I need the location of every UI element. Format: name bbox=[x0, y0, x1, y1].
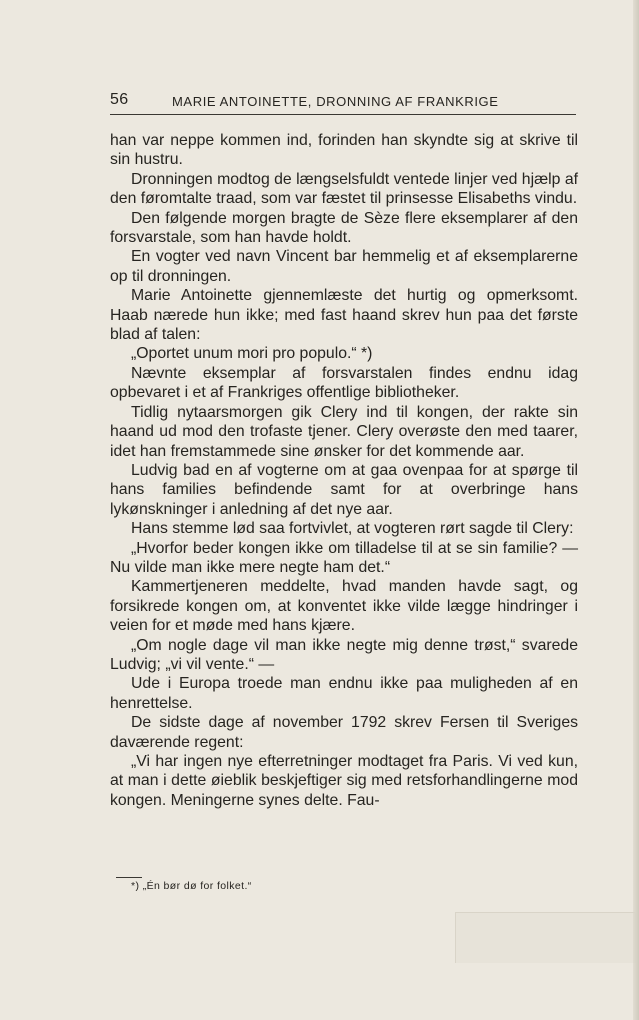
running-header bbox=[110, 90, 576, 115]
quoted-line: „Oportet unum mori pro populo.“ *) bbox=[131, 345, 373, 363]
page-edge bbox=[633, 0, 639, 1020]
quoted-line: „Om nogle dage vil man ikke negte mig denne trøst,“ svarede Ludvig; „vi vil vente.“ — bbox=[110, 636, 578, 673]
paragraph: Nævnte eksemplar af forsvarstalen findes endnu idag opbevaret i et af Frankriges offentlige bibliotheker. bbox=[110, 364, 578, 402]
running-title: MARIE ANTOINETTE, DRONNING AF FRANKRIGE bbox=[172, 94, 499, 109]
paragraph: En vogter ved navn Vincent bar hemmelig et af eksemplarerne op til dronningen. bbox=[110, 248, 578, 285]
paragraph: han var neppe kommen ind, forinden han skyndte sig at skrive til sin hustru. bbox=[110, 132, 578, 169]
paper-mark bbox=[455, 912, 636, 963]
paragraph: Kammertjeneren meddelte, hvad manden havde sagt, og forsikrede kongen om, at konventet ikke vilde lægge hindringer i veien for et møde med hans kjære. bbox=[110, 578, 578, 635]
paragraph: Marie Antoinette gjennemlæste det hurtig og opmerksomt. Haab nærede hun ikke; med fast haand skrev hun paa det første blad af talen: bbox=[110, 287, 578, 344]
paragraph: Den følgende morgen bragte de Sèze flere eksemplarer af den forsvarstale, som han havde holdt. bbox=[110, 209, 578, 247]
quoted-line: „Vi har ingen nye efterretninger modtaget fra Paris. Vi ved kun, at man i dette øieblik beskjeftiger sig med retsforhandlingerne mod kongen. Meningerne synes delte. Fau- bbox=[110, 753, 578, 809]
footnote-rule bbox=[116, 877, 142, 878]
paragraph: Tidlig nytaarsmorgen gik Clery ind til kongen, der rakte sin haand ud mod den trofaste tjener. Clery overøste den med taarer, idet han fremstammede sine ønsker for det kommende aar. bbox=[110, 403, 578, 460]
body-text bbox=[110, 131, 578, 810]
paragraph: Hans stemme lød saa fortvivlet, at vogteren rørt sagde til Clery: bbox=[131, 520, 574, 538]
paragraph: Ludvig bad en af vogterne om at gaa ovenpaa for at spørge til hans families befindende samt for at overbringe hans lykønskninger i anledning af det nye aar. bbox=[110, 461, 578, 518]
page-number: 56 bbox=[110, 91, 129, 108]
quoted-line: „Hvorfor beder kongen ikke om tilladelse til at se sin familie? — Nu vilde man ikke mere negte ham det.“ bbox=[110, 539, 578, 576]
paragraph: De sidste dage af november 1792 skrev Fersen til Sveriges daværende regent: bbox=[110, 714, 578, 751]
footnote: *) „Én bør dø for folket.“ bbox=[131, 880, 252, 892]
paragraph: Dronningen modtog de længselsfuldt ventede linjer ved hjælp af den føromtalte traad, som var fæstet til prinsesse Elisabeths vindu. bbox=[110, 170, 578, 208]
paragraph: Ude i Europa troede man endnu ikke paa muligheden af en henrettelse. bbox=[110, 675, 578, 712]
